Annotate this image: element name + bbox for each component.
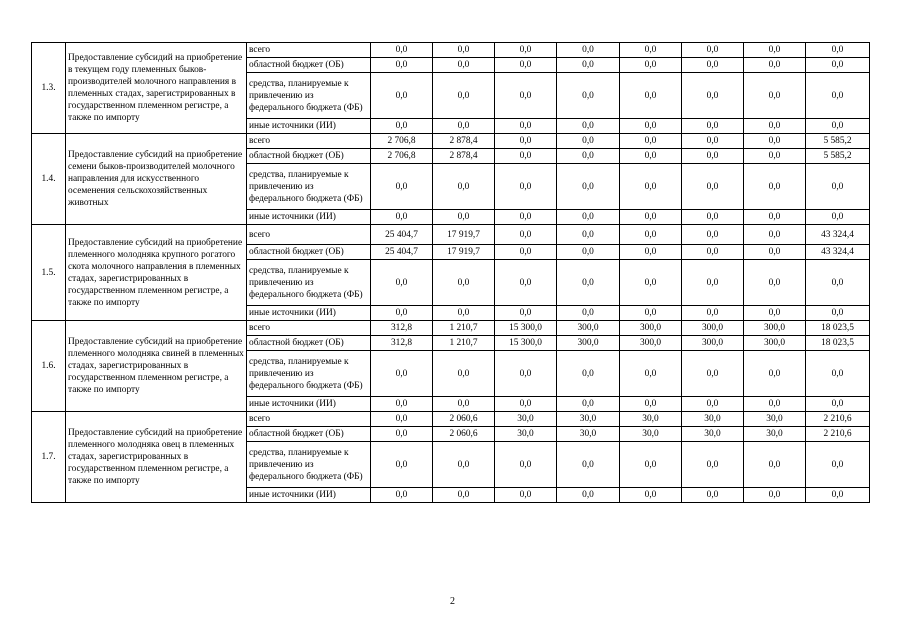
value-cell: 0,0 (495, 397, 557, 412)
value-cell: 0,0 (806, 58, 870, 73)
value-cell: 0,0 (682, 351, 744, 397)
value-cell: 0,0 (682, 134, 744, 149)
value-cell: 43 324,4 (806, 245, 870, 260)
budget-table (31, 42, 870, 503)
value-cell: 0,0 (557, 43, 620, 58)
value-cell: 1 210,7 (433, 336, 495, 351)
value-cell: 0,0 (433, 210, 495, 225)
funding-source-total: всего (247, 225, 371, 245)
value-cell: 0,0 (806, 306, 870, 321)
value-cell: 30,0 (620, 412, 682, 427)
value-cell: 0,0 (744, 149, 806, 164)
value-cell: 0,0 (557, 245, 620, 260)
measure-description: Предоставление субсидий на приобретение в текущем году племенных быков-производителей молочного направления в племенных стадах, зарегистрированных в государственном племенном регистре, а также по импорту (66, 43, 247, 134)
table-body (32, 43, 870, 503)
value-cell: 0,0 (557, 149, 620, 164)
value-cell: 300,0 (744, 336, 806, 351)
value-cell: 0,0 (744, 58, 806, 73)
value-cell: 0,0 (682, 73, 744, 119)
value-cell: 0,0 (744, 210, 806, 225)
value-cell: 43 324,4 (806, 225, 870, 245)
funding-source-regional: областной бюджет (ОБ) (247, 336, 371, 351)
funding-source-federal: средства, планируемые к привлечению из федерального бюджета (ФБ) (247, 442, 371, 488)
value-cell: 300,0 (557, 336, 620, 351)
value-cell: 0,0 (433, 306, 495, 321)
value-cell: 15 300,0 (495, 321, 557, 336)
value-cell: 0,0 (744, 351, 806, 397)
value-cell: 0,0 (682, 442, 744, 488)
value-cell: 0,0 (806, 210, 870, 225)
value-cell: 0,0 (744, 134, 806, 149)
value-cell: 0,0 (557, 225, 620, 245)
value-cell: 17 919,7 (433, 245, 495, 260)
value-cell: 0,0 (620, 43, 682, 58)
funding-source-regional: областной бюджет (ОБ) (247, 427, 371, 442)
value-cell: 30,0 (495, 412, 557, 427)
funding-source-total: всего (247, 134, 371, 149)
value-cell: 0,0 (806, 73, 870, 119)
value-cell: 0,0 (620, 260, 682, 306)
value-cell: 0,0 (744, 260, 806, 306)
value-cell: 300,0 (620, 321, 682, 336)
value-cell: 0,0 (557, 210, 620, 225)
funding-source-regional: областной бюджет (ОБ) (247, 58, 371, 73)
value-cell: 0,0 (744, 225, 806, 245)
value-cell: 0,0 (371, 73, 433, 119)
value-cell: 0,0 (557, 73, 620, 119)
value-cell: 0,0 (557, 58, 620, 73)
value-cell: 15 300,0 (495, 336, 557, 351)
value-cell: 0,0 (682, 260, 744, 306)
value-cell: 0,0 (682, 397, 744, 412)
table-row (32, 412, 870, 427)
value-cell: 30,0 (744, 427, 806, 442)
value-cell: 0,0 (620, 245, 682, 260)
value-cell: 0,0 (557, 306, 620, 321)
value-cell: 0,0 (620, 351, 682, 397)
value-cell: 0,0 (620, 164, 682, 210)
value-cell: 2 060,6 (433, 412, 495, 427)
value-cell: 0,0 (495, 73, 557, 119)
funding-source-total: всего (247, 412, 371, 427)
value-cell: 0,0 (744, 397, 806, 412)
value-cell: 0,0 (495, 164, 557, 210)
value-cell: 300,0 (744, 321, 806, 336)
value-cell: 0,0 (433, 442, 495, 488)
value-cell: 2 706,8 (371, 134, 433, 149)
value-cell: 0,0 (682, 210, 744, 225)
value-cell: 300,0 (682, 336, 744, 351)
value-cell: 0,0 (620, 210, 682, 225)
funding-source-federal: средства, планируемые к привлечению из федерального бюджета (ФБ) (247, 73, 371, 119)
value-cell: 0,0 (495, 119, 557, 134)
funding-source-federal: средства, планируемые к привлечению из федерального бюджета (ФБ) (247, 260, 371, 306)
value-cell: 0,0 (557, 488, 620, 503)
value-cell: 0,0 (620, 397, 682, 412)
value-cell: 17 919,7 (433, 225, 495, 245)
value-cell: 0,0 (371, 260, 433, 306)
value-cell: 0,0 (433, 43, 495, 58)
funding-source-federal: средства, планируемые к привлечению из федерального бюджета (ФБ) (247, 351, 371, 397)
value-cell: 0,0 (806, 488, 870, 503)
value-cell: 0,0 (557, 134, 620, 149)
measure-description: Предоставление субсидий на приобретение племенного молодняка овец в племенных стадах, зарегистрированных в государственном племенном регистре, а также по импорту (66, 412, 247, 503)
value-cell: 0,0 (371, 306, 433, 321)
value-cell: 0,0 (433, 397, 495, 412)
value-cell: 0,0 (557, 260, 620, 306)
value-cell: 0,0 (557, 351, 620, 397)
value-cell: 0,0 (371, 427, 433, 442)
page-number: 2 (450, 596, 455, 607)
value-cell: 0,0 (371, 351, 433, 397)
value-cell: 2 060,6 (433, 427, 495, 442)
funding-source-total: всего (247, 43, 371, 58)
value-cell: 0,0 (495, 351, 557, 397)
value-cell: 1 210,7 (433, 321, 495, 336)
row-number: 1.6. (32, 321, 66, 412)
value-cell: 0,0 (371, 442, 433, 488)
value-cell: 30,0 (557, 427, 620, 442)
row-number: 1.7. (32, 412, 66, 503)
value-cell: 0,0 (495, 260, 557, 306)
value-cell: 0,0 (495, 210, 557, 225)
funding-source-other: иные источники (ИИ) (247, 488, 371, 503)
value-cell: 0,0 (682, 43, 744, 58)
value-cell: 0,0 (495, 43, 557, 58)
value-cell: 18 023,5 (806, 336, 870, 351)
row-number: 1.4. (32, 134, 66, 225)
value-cell: 0,0 (557, 442, 620, 488)
value-cell: 0,0 (682, 58, 744, 73)
value-cell: 0,0 (682, 488, 744, 503)
value-cell: 300,0 (620, 336, 682, 351)
value-cell: 0,0 (682, 149, 744, 164)
value-cell: 2 210,6 (806, 412, 870, 427)
value-cell: 0,0 (433, 58, 495, 73)
value-cell: 25 404,7 (371, 225, 433, 245)
value-cell: 18 023,5 (806, 321, 870, 336)
value-cell: 0,0 (371, 488, 433, 503)
value-cell: 0,0 (433, 164, 495, 210)
table-row (32, 225, 870, 245)
value-cell: 0,0 (371, 412, 433, 427)
value-cell: 0,0 (620, 488, 682, 503)
value-cell: 0,0 (557, 164, 620, 210)
value-cell: 0,0 (433, 73, 495, 119)
value-cell: 0,0 (744, 245, 806, 260)
value-cell: 2 706,8 (371, 149, 433, 164)
value-cell: 0,0 (682, 306, 744, 321)
table-row (32, 43, 870, 58)
value-cell: 0,0 (744, 43, 806, 58)
value-cell: 0,0 (620, 119, 682, 134)
value-cell: 0,0 (806, 119, 870, 134)
value-cell: 0,0 (620, 442, 682, 488)
row-number: 1.5. (32, 225, 66, 321)
value-cell: 0,0 (682, 225, 744, 245)
value-cell: 0,0 (620, 225, 682, 245)
value-cell: 0,0 (495, 442, 557, 488)
value-cell: 5 585,2 (806, 134, 870, 149)
value-cell: 0,0 (744, 306, 806, 321)
value-cell: 300,0 (557, 321, 620, 336)
table-row (32, 321, 870, 336)
value-cell: 0,0 (433, 488, 495, 503)
value-cell: 2 210,6 (806, 427, 870, 442)
value-cell: 0,0 (557, 397, 620, 412)
value-cell: 0,0 (620, 73, 682, 119)
value-cell: 0,0 (744, 488, 806, 503)
value-cell: 0,0 (371, 58, 433, 73)
value-cell: 312,8 (371, 321, 433, 336)
value-cell: 30,0 (620, 427, 682, 442)
measure-description: Предоставление субсидий на приобретение племенного молодняка свиней в племенных стадах, зарегистрированных в государственном племенном регистре, а также по импорту (66, 321, 247, 412)
value-cell: 0,0 (371, 210, 433, 225)
value-cell: 0,0 (495, 488, 557, 503)
value-cell: 0,0 (371, 43, 433, 58)
value-cell: 0,0 (495, 225, 557, 245)
table-row (32, 134, 870, 149)
value-cell: 0,0 (806, 442, 870, 488)
value-cell: 5 585,2 (806, 149, 870, 164)
value-cell: 0,0 (744, 164, 806, 210)
measure-description: Предоставление субсидий на приобретение племенного молодняка крупного рогатого скота молочного направления в племенных стадах, зарегистрированных в государственном племенном регистре, а также по импорту (66, 225, 247, 321)
value-cell: 0,0 (371, 164, 433, 210)
value-cell: 0,0 (682, 245, 744, 260)
value-cell: 0,0 (495, 134, 557, 149)
value-cell: 0,0 (806, 260, 870, 306)
value-cell: 300,0 (682, 321, 744, 336)
value-cell: 0,0 (495, 58, 557, 73)
value-cell: 0,0 (620, 58, 682, 73)
row-number: 1.3. (32, 43, 66, 134)
value-cell: 0,0 (806, 164, 870, 210)
value-cell: 0,0 (620, 306, 682, 321)
value-cell: 0,0 (371, 119, 433, 134)
value-cell: 30,0 (682, 427, 744, 442)
value-cell: 0,0 (620, 134, 682, 149)
value-cell: 30,0 (557, 412, 620, 427)
value-cell: 0,0 (806, 43, 870, 58)
value-cell: 0,0 (682, 164, 744, 210)
value-cell: 30,0 (682, 412, 744, 427)
measure-description: Предоставление субсидий на приобретение семени быков-производителей молочного направления для искусственного осеменения сельскохозяйственных животных (66, 134, 247, 225)
funding-source-other: иные источники (ИИ) (247, 210, 371, 225)
value-cell: 0,0 (682, 119, 744, 134)
value-cell: 2 878,4 (433, 134, 495, 149)
value-cell: 0,0 (371, 397, 433, 412)
funding-source-regional: областной бюджет (ОБ) (247, 245, 371, 260)
value-cell: 0,0 (744, 73, 806, 119)
funding-source-other: иные источники (ИИ) (247, 119, 371, 134)
funding-source-federal: средства, планируемые к привлечению из федерального бюджета (ФБ) (247, 164, 371, 210)
value-cell: 0,0 (433, 119, 495, 134)
value-cell: 0,0 (744, 119, 806, 134)
value-cell: 25 404,7 (371, 245, 433, 260)
value-cell: 2 878,4 (433, 149, 495, 164)
funding-source-other: иные источники (ИИ) (247, 306, 371, 321)
value-cell: 0,0 (495, 306, 557, 321)
funding-source-other: иные источники (ИИ) (247, 397, 371, 412)
value-cell: 0,0 (806, 397, 870, 412)
value-cell: 0,0 (620, 149, 682, 164)
value-cell: 0,0 (744, 442, 806, 488)
value-cell: 0,0 (433, 351, 495, 397)
value-cell: 0,0 (495, 149, 557, 164)
value-cell: 0,0 (433, 260, 495, 306)
funding-source-total: всего (247, 321, 371, 336)
value-cell: 0,0 (495, 245, 557, 260)
value-cell: 0,0 (806, 351, 870, 397)
funding-source-regional: областной бюджет (ОБ) (247, 149, 371, 164)
value-cell: 0,0 (557, 119, 620, 134)
value-cell: 312,8 (371, 336, 433, 351)
value-cell: 30,0 (495, 427, 557, 442)
value-cell: 30,0 (744, 412, 806, 427)
